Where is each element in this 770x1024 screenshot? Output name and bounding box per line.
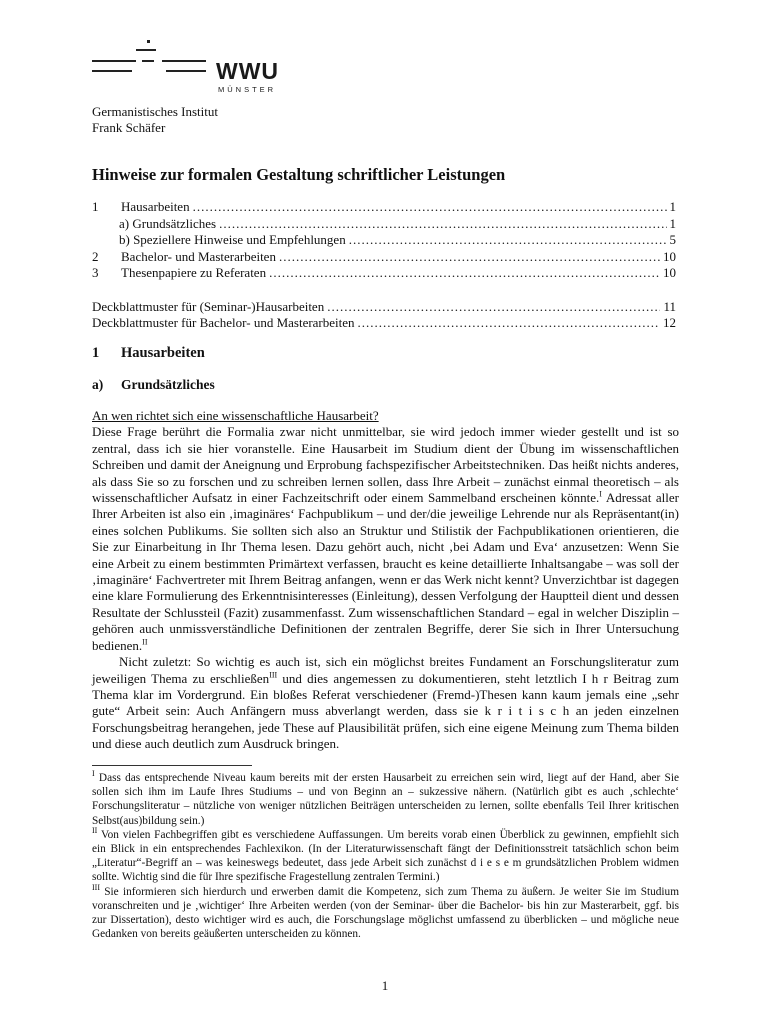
footnote: $^{II}$ Von vielen Fachbegriffen gibt es verschiedene Auffassungen. Um bereits vorab einen Überblick zu gewinnen, empfiehlt sich ein Blick in ein entsprechendes Fachlexikon. (In der Literaturwissenschaft fängt der Definitionsstreit tatsächlich schon beim „Literatur“-Begriff an – was keineswegs bedeutet, dass jede Arbeit sich zunächst d i e s e m grundsätzlichen Problem widmen sollte. Wichtig sind die für Ihre spezifische Fragestellung zentralen Termini.) [92, 826, 679, 884]
toc-entry[interactable] [92, 299, 676, 316]
logo-subtext: MÜNSTER [218, 85, 277, 94]
paragraph: Diese Frage berührt die Formalia zwar nicht unmittelbar, sie wird jedoch immer wieder gestellt und ist so zentral, dass ich sie hier voranstelle. Eine Hausarbeit im Studium dient der Übung im wissenschaftlichen Schreiben und damit der Aneignung und Erprobung fachspezifischer Arbeitstechniken. Das heißt nichts anderes, als dass Sie so zu forschen und zu schreiben lernen sollen, dass Ihre Arbeit – zunächst einmal theoretisch – als wissenschaftlicher Aufsatz in einer Fachzeitschrift oder einem Sammelband erscheinen könnte.$^I$ Adressat aller Ihrer Arbeiten ist also ein ‚imaginäres‘ Fachpublikum – und der/die jeweilige Lehrende nur als Repräsentant(in) eines solchen Publikums. Sie sollten sich also an Struktur und Stilistik der Fachpublikationen orientieren, die Sie zur Einarbeitung in Ihr Thema lesen. Dazu gehört auch, nicht ‚bei Adam und Eva‘ anzusetzen: Wenn Sie eine Arbeit zu einem bestimmten Primärtext verfassen, braucht es keine detaillierte Inhaltsangabe – was soll der ‚imaginäre‘ Fachvertreter mit Ihrem Beitrag anfangen, wenn er das Werk nicht kennt? Unverzichtbar ist dagegen eine klare Formulierung des Erkenntnisinteresses (Einleitung), dessen Verfolgung der Hauptteil dient und dessen Resultate der Schlussteil (Fazit) zusammenfasst. Zum wissenschaftlichen Standard – egal in welcher Disziplin – gehören auch unmissverständliche Definitionen der zentralen Begriffe, derer Sie sich in Ihrer Untersuchung bedienen.$^{II}$ [92, 424, 679, 653]
toc-page: 5 [669, 232, 676, 247]
toc-entry[interactable] [92, 232, 676, 249]
toc-entry[interactable] [92, 265, 676, 282]
toc-entry[interactable] [92, 199, 676, 216]
section-number: 1 [92, 345, 100, 361]
toc-entry[interactable] [92, 216, 676, 233]
toc-label: Deckblattmuster für Bachelor- und Masterarbeiten [92, 315, 355, 330]
toc-number: 2 [92, 248, 99, 264]
question-heading: An wen richtet sich eine wissenschaftliche Hausarbeit? [92, 408, 379, 423]
toc-label: Deckblattmuster für (Seminar-)Hausarbeiten [92, 298, 325, 314]
footnotes [92, 771, 679, 941]
toc-number: 1 [92, 199, 99, 214]
footnote-mark: I [92, 769, 95, 779]
institute-name: Germanistisches Institut [92, 104, 219, 119]
footnote-mark: III [92, 882, 100, 892]
body-text [92, 408, 679, 753]
page-number: 1 [381, 978, 389, 993]
logo-bar [92, 60, 136, 62]
subsection-number: a) [92, 377, 104, 392]
paragraph: Nicht zuletzt: So wichtig es auch ist, sich ein möglichst breites Fundament an Forschungsliteratur zum jeweiligen Thema zu erschließen$^{III}$ und dies angemessen zu dokumentieren, steht letztlich I h r Beitrag zum Thema klar im Vordergrund. Ein bloßes Referat verschiedener (Fremd-)Thesen kann kaum jemals eine „sehr gute“ Arbeit sein: Auch Anfängern muss abverlangt werden, dass sie k r i t i s c h an jeden einzelnen Forschungsbeitrag herangehen, jede These auf Plausibilität prüfen, sich eine eigene Meinung zum Thema bilden und diese auch deutlich zum Ausdruck bringen. [92, 654, 679, 752]
toc-entry[interactable] [92, 315, 676, 332]
toc-leader [279, 249, 660, 265]
toc-leader [349, 232, 667, 248]
toc-page: 12 [663, 315, 676, 330]
table-of-contents [92, 199, 676, 332]
toc-leader [358, 315, 660, 331]
institution-block [92, 104, 218, 136]
logo-dot [147, 40, 150, 43]
university-logo [92, 40, 292, 96]
toc-page: 1 [669, 199, 676, 214]
toc-leader [269, 265, 660, 281]
toc-page: 1 [669, 215, 676, 231]
toc-label: b) Speziellere Hinweise und Empfehlungen [119, 232, 346, 247]
footnote: $^{III}$ Sie informieren sich hierdurch und erwerben damit die Kompetenz, sich zum Thema zu äußern. Je weiter Sie im Studium voranschreiten und je ‚wichtiger‘ Ihre Arbeiten werden (von der Seminar- über die Bachelor- bis hin zur Masterarbeit, ggf. bis zur Dissertation), desto wichtiger wird es auch, die Forschungslage möglichst umfassend zu überblicken – und mögliche neue Gedanken von bereits geäußerten unterscheiden zu können. [92, 882, 679, 941]
logo-bar [162, 60, 206, 62]
toc-page: 10 [663, 265, 676, 280]
logo-bar [142, 60, 154, 62]
footnote-ref[interactable]: III [269, 670, 278, 680]
toc-label: a) Grundsätzliches [119, 215, 217, 231]
section-heading [92, 345, 205, 362]
logo-text: WWU [216, 58, 280, 84]
footnote-mark: II [92, 826, 98, 836]
author-name: Frank Schäfer [92, 120, 166, 135]
document-title: Hinweise zur formalen Gestaltung schriftlicher Leistungen [92, 165, 506, 184]
toc-page: 10 [663, 248, 676, 264]
footnote-separator [92, 765, 252, 766]
toc-leader [327, 299, 660, 315]
footnote: $^I$ Dass das entsprechende Niveau kaum bereits mit der ersten Hausarbeit zu erreichen sein wird, liegt auf der Hand, aber Sie sollen sich ihm im Laufe Ihres Studiums – und von Beginn an – sukzessive nähern. (Natürlich gibt es auch ‚schlechte‘ Forschungsliteratur – nützliche von weniger nützlichen Beiträgen unterscheiden zu lernen, sollte ebenfalls Teil Ihrer kritischen Selbst(aus)bildung sein.) [92, 769, 679, 827]
subsection-title: Grundsätzliches [121, 377, 215, 392]
toc-label: Hausarbeiten [121, 199, 190, 214]
toc-number: 3 [92, 265, 99, 280]
toc-entry[interactable] [92, 249, 676, 266]
toc-label: Bachelor- und Masterarbeiten [121, 248, 276, 264]
logo-bar [166, 70, 206, 72]
subsection-heading [92, 377, 215, 393]
toc-label: Thesenpapiere zu Referaten [121, 265, 267, 280]
logo-bar [136, 49, 156, 51]
footnote-ref[interactable]: I [599, 489, 602, 499]
toc-page: 11 [663, 298, 676, 314]
toc-leader [193, 199, 667, 215]
footnote-ref[interactable]: II [142, 637, 148, 647]
toc-leader [219, 216, 666, 232]
logo-bar [92, 70, 132, 72]
section-title: Hausarbeiten [121, 345, 205, 361]
